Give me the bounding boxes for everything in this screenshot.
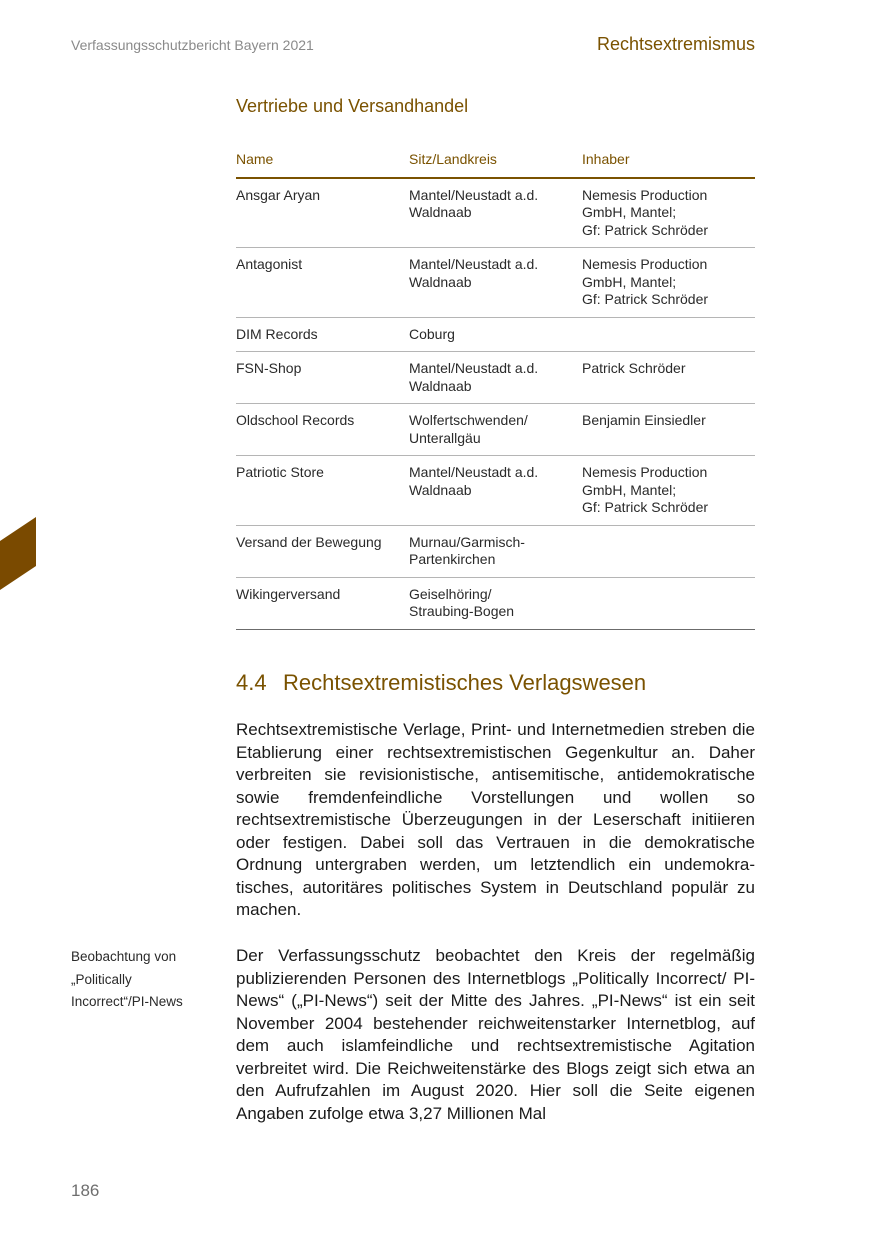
cell-line: Waldnaab xyxy=(409,377,472,394)
cell-sitz xyxy=(409,178,582,248)
cell-line: Coburg xyxy=(409,325,455,342)
table-header-row xyxy=(236,143,755,178)
cell-name xyxy=(236,352,409,404)
body-paragraph-2: Der Verfassungsschutz beobachtet den Kreis der regelmäßig publizierenden Personen des Internetblogs „Politically Incorrect/ PI-News“ („PI-News“) seit der Mitte des Jahres. „PI-News“ ist ein seit November 2004 bestehender reichweitenstarker Internetblog, auf dem auch islamfeindliche und rechtsextremistische Agitation verbreitet wird. Die Reichweitenstärke des Blogs zeigt sich etwa an den Aufrufzahlen im August 2020. Hier soll die Seite eigenen Angaben zufolge etwa 3,27 Millionen Mal xyxy=(236,946,755,1123)
page-number: 186 xyxy=(71,1181,100,1200)
running-header-publication: Verfassungsschutzbericht Bayern 2021 xyxy=(71,37,314,53)
cell-inhaber xyxy=(582,317,755,352)
table-title: Vertriebe und Versandhandel xyxy=(236,96,469,116)
cell-inhaber xyxy=(582,352,755,404)
cell-line: Antagonist xyxy=(236,256,303,272)
running-header-chapter: Rechtsextremismus xyxy=(596,34,755,54)
cell-name xyxy=(236,178,409,248)
cell-inhaber xyxy=(582,248,755,318)
cell-line: Gf: Patrick Schröder xyxy=(582,499,709,515)
cell-name xyxy=(236,404,409,456)
cell-line: Benjamin Einsiedler xyxy=(582,412,706,428)
cell-line: Ansgar Aryan xyxy=(236,186,321,203)
cell-line: Murnau/Garmisch- xyxy=(409,533,525,550)
chapter-tab-marker xyxy=(0,517,36,590)
column-header-name: Name xyxy=(236,143,409,178)
cell-sitz xyxy=(409,456,582,526)
table-row xyxy=(236,352,755,404)
cell-line: Gf: Patrick Schröder xyxy=(582,221,709,238)
table-row xyxy=(236,317,755,352)
cell-line: Straubing-Bogen xyxy=(409,603,515,619)
margin-note xyxy=(71,946,221,1014)
cell-line: GmbH, Mantel; xyxy=(582,204,677,220)
cell-name xyxy=(236,456,409,526)
cell-inhaber xyxy=(582,577,755,629)
cell-line: GmbH, Mantel; xyxy=(582,273,677,290)
cell-line: Wikingerversand xyxy=(236,585,341,602)
cell-inhaber xyxy=(582,404,755,456)
table-row xyxy=(236,456,755,526)
section-number: 4.4 xyxy=(236,670,267,695)
section-heading xyxy=(236,670,646,696)
cell-line: Patrick Schröder xyxy=(582,360,686,376)
cell-line: Waldnaab xyxy=(409,273,472,290)
distributors-table xyxy=(236,143,755,630)
table-row xyxy=(236,248,755,318)
section-title: Rechtsextremistisches Verlagswesen xyxy=(283,670,647,695)
table-row xyxy=(236,404,755,456)
cell-line: Nemesis Production xyxy=(582,186,708,203)
cell-line: Partenkirchen xyxy=(409,551,496,567)
cell-sitz xyxy=(409,577,582,629)
cell-name xyxy=(236,248,409,318)
cell-line: FSN-Shop xyxy=(236,360,302,376)
body-paragraph-1: Rechtsextremistische Verlage, Print- und Internetmedien streben die Etablierung einer rechtsextremistischen Gegenkultur an. Daher verbreiten sie revisionistische, antisemitische, antidemokratische sowie fremdenfeindliche Vorstellungen und wollen so rechtsextremistische Überzeugungen in der Leserschaft initiieren oder festigen. Dabei soll das Vertrauen in die demokratische Ordnung untergraben werden, um letztendlich ein undemokratisches, autoritäres politisches System in Deutschland populär zu machen. xyxy=(236,720,755,919)
cell-inhaber xyxy=(582,525,755,577)
cell-line: Wolfertschwenden/ xyxy=(409,412,528,428)
margin-note-line: „Politically xyxy=(71,971,132,987)
cell-line: Waldnaab xyxy=(409,481,472,498)
table-body xyxy=(236,178,755,630)
table-row xyxy=(236,525,755,577)
cell-line: Geiselhöring/ xyxy=(409,585,492,602)
cell-sitz xyxy=(409,248,582,318)
cell-line: Patriotic Store xyxy=(236,464,324,480)
cell-inhaber xyxy=(582,178,755,248)
column-header-inhaber: Inhaber xyxy=(582,143,755,178)
cell-inhaber xyxy=(582,456,755,526)
cell-name xyxy=(236,525,409,577)
cell-name xyxy=(236,317,409,352)
cell-line: Nemesis Production xyxy=(582,256,708,272)
cell-line: DIM Records xyxy=(236,325,318,342)
margin-note-line: Incorrect“/PI-News xyxy=(71,994,183,1009)
cell-line: GmbH, Mantel; xyxy=(582,481,677,498)
cell-sitz xyxy=(409,317,582,352)
table-row xyxy=(236,577,755,629)
cell-line: Mantel/Neustadt a.d. xyxy=(409,464,539,480)
cell-sitz xyxy=(409,525,582,577)
column-header-sitz: Sitz/Landkreis xyxy=(409,143,582,178)
cell-line: Gf: Patrick Schröder xyxy=(582,291,709,307)
table-row xyxy=(236,178,755,248)
cell-line: Waldnaab xyxy=(409,204,472,220)
cell-line: Oldschool Records xyxy=(236,412,355,428)
cell-line: Mantel/Neustadt a.d. xyxy=(409,256,539,272)
cell-line: Versand der Bewegung xyxy=(236,533,382,550)
cell-sitz xyxy=(409,404,582,456)
cell-line: Unterallgäu xyxy=(409,429,481,446)
cell-line: Mantel/Neustadt a.d. xyxy=(409,360,539,376)
cell-line: Nemesis Production xyxy=(582,464,708,480)
cell-sitz xyxy=(409,352,582,404)
margin-note-line: Beobachtung von xyxy=(71,949,177,964)
cell-name xyxy=(236,577,409,629)
cell-line: Mantel/Neustadt a.d. xyxy=(409,186,539,203)
